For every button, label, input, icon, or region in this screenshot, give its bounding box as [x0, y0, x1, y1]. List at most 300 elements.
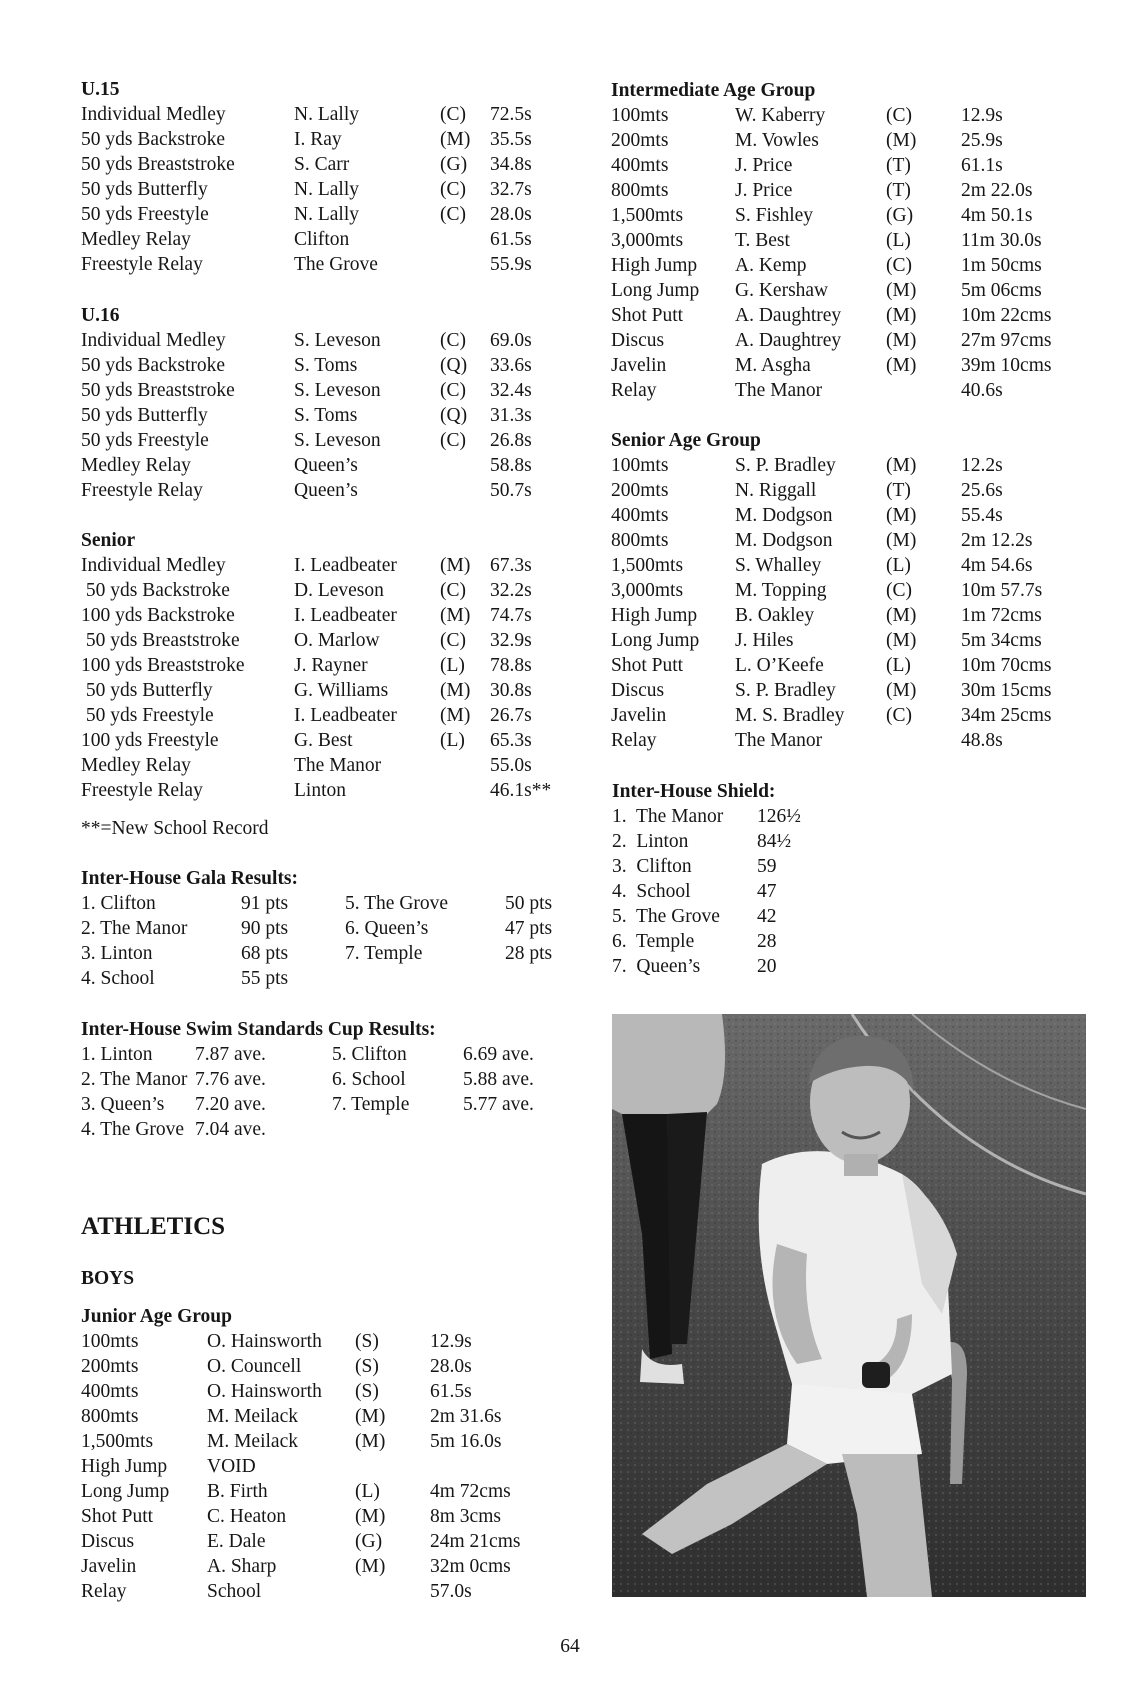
table-cell: 6. Temple [612, 931, 695, 952]
table-cell [440, 453, 490, 478]
table-cell: (M) [440, 680, 471, 701]
table-cell: 1,500mts [81, 1431, 154, 1452]
junior-table [81, 1329, 540, 1604]
table-cell: (M) [886, 330, 917, 351]
table-row [81, 1117, 573, 1142]
table-row [81, 1529, 540, 1554]
table-cell: 100mts [611, 105, 669, 126]
gala-heading: Inter-House Gala Results: [81, 868, 299, 889]
table-cell: 28.0s [430, 1356, 472, 1377]
table-row [611, 303, 1071, 328]
table-cell: 65.3s [490, 730, 532, 751]
table-cell: 200mts [611, 130, 669, 151]
table-cell: 50 yds Butterfly [81, 179, 208, 200]
table-cell: 50 yds Butterfly [81, 680, 213, 701]
table-cell: I. Leadbeater [294, 705, 397, 726]
table-cell: T. Best [735, 230, 790, 251]
table-cell: 50 yds Breaststroke [81, 630, 240, 651]
table-cell: (L) [355, 1481, 380, 1502]
table-cell: 61.1s [961, 155, 1003, 176]
table-cell: (M) [886, 130, 917, 151]
table-cell: 34.8s [490, 154, 532, 175]
table-row [81, 1429, 540, 1454]
table-cell: 800mts [81, 1406, 139, 1427]
table-row [81, 1329, 540, 1354]
table-cell: 55.4s [961, 505, 1003, 526]
table-cell: A. Daughtrey [735, 330, 842, 351]
table-cell: 32.2s [490, 580, 532, 601]
junior-heading: Junior Age Group [81, 1306, 232, 1327]
table-cell: Long Jump [81, 1481, 170, 1502]
table-row [611, 453, 1071, 478]
table-cell: 2m 22.0s [961, 180, 1033, 201]
table-cell: 2. Linton [612, 831, 689, 852]
table-cell: Queen’s [294, 480, 358, 501]
table-row [81, 378, 570, 403]
table-cell: 39m 10cms [961, 355, 1052, 376]
table-cell: 55.0s [490, 755, 532, 776]
table-cell: 5. The Grove [345, 893, 449, 914]
table-cell: Individual Medley [81, 555, 226, 576]
table-cell: The Grove [294, 254, 378, 275]
table-cell: Relay [611, 380, 657, 401]
table-cell: 126½ [757, 806, 801, 827]
table-cell: 3,000mts [611, 580, 684, 601]
table-cell: Discus [611, 330, 665, 351]
table-cell: 50 pts [505, 893, 553, 914]
table-cell: Individual Medley [81, 104, 226, 125]
table-row [81, 678, 570, 703]
table-cell: 1. Clifton [81, 893, 156, 914]
table-cell: Clifton [294, 229, 350, 250]
table-cell: (C) [886, 705, 912, 726]
table-cell: High Jump [611, 255, 698, 276]
table-cell: (C) [886, 105, 912, 126]
table-cell: A. Sharp [207, 1556, 277, 1577]
table-cell: 25.6s [961, 480, 1003, 501]
table-cell: 7. Temple [345, 943, 423, 964]
table-cell: Relay [611, 730, 657, 751]
table-cell [345, 966, 505, 991]
table-row [611, 628, 1071, 653]
table-cell: Discus [81, 1531, 135, 1552]
table-cell: G. Best [294, 730, 353, 751]
table-cell: G. Kershaw [735, 280, 829, 301]
table-row [611, 603, 1071, 628]
table-row [81, 1354, 540, 1379]
table-row [81, 1042, 573, 1067]
table-row [611, 328, 1071, 353]
table-row [81, 1554, 540, 1579]
senior-athletics-heading: Senior Age Group [611, 430, 761, 451]
table-cell: 7.20 ave. [195, 1094, 266, 1115]
table-cell: Shot Putt [611, 655, 684, 676]
table-cell: 2. The Manor [81, 1069, 188, 1090]
u16-table [81, 328, 570, 503]
junior-section [81, 1304, 540, 1604]
table-cell: N. Riggall [735, 480, 817, 501]
table-cell: Shot Putt [611, 305, 684, 326]
shield-table [612, 804, 837, 979]
table-cell: (L) [440, 655, 465, 676]
table-cell: 1,500mts [611, 555, 684, 576]
table-cell: B. Firth [207, 1481, 268, 1502]
table-cell: (M) [355, 1556, 386, 1577]
senior-athletics-table [611, 453, 1071, 753]
u15-table [81, 102, 570, 277]
table-cell: 26.8s [490, 430, 532, 451]
page-number: 64 [560, 1636, 580, 1657]
table-row [81, 1579, 540, 1604]
table-cell: 40.6s [961, 380, 1003, 401]
senior-swim-heading: Senior [81, 530, 136, 551]
table-cell: M. Asgha [735, 355, 811, 376]
table-cell: 32m 0cms [430, 1556, 511, 1577]
table-cell: 50 yds Freestyle [81, 705, 214, 726]
table-cell: Linton [294, 780, 346, 801]
table-cell: 400mts [611, 155, 669, 176]
table-cell: 5. The Grove [612, 906, 720, 927]
table-cell: 4. School [612, 881, 691, 902]
table-cell: S. Carr [294, 154, 350, 175]
table-row [612, 854, 837, 879]
table-row [81, 227, 570, 252]
intermediate-section [611, 78, 1071, 403]
table-cell: Medley Relay [81, 229, 191, 250]
table-cell: 33.6s [490, 355, 532, 376]
table-cell: (T) [886, 180, 911, 201]
table-cell: 26.7s [490, 705, 532, 726]
table-cell: 28 pts [505, 943, 553, 964]
swim-cup-table [81, 1042, 573, 1142]
table-cell [440, 227, 490, 252]
table-cell: 100mts [611, 455, 669, 476]
table-cell: (M) [886, 455, 917, 476]
table-row [81, 1504, 540, 1529]
table-cell: (Q) [440, 405, 468, 426]
table-cell: Freestyle Relay [81, 480, 203, 501]
table-cell: 4m 54.6s [961, 555, 1033, 576]
table-row [81, 1092, 573, 1117]
table-cell: 46.1s** [490, 780, 552, 801]
table-cell: (M) [440, 555, 471, 576]
table-cell: 5m 16.0s [430, 1431, 502, 1452]
table-cell: 24m 21cms [430, 1531, 521, 1552]
table-cell: Javelin [611, 705, 667, 726]
table-cell: O. Hainsworth [207, 1331, 322, 1352]
table-cell: (M) [886, 530, 917, 551]
table-cell: (M) [355, 1431, 386, 1452]
table-cell: 55.9s [490, 254, 532, 275]
table-cell: 50 yds Backstroke [81, 129, 226, 150]
table-row [611, 678, 1071, 703]
table-cell: 5.77 ave. [463, 1094, 534, 1115]
table-cell: (C) [886, 580, 912, 601]
table-cell: (M) [440, 605, 471, 626]
u16-heading: U.16 [81, 305, 120, 326]
table-cell: 3. Queen’s [81, 1094, 165, 1115]
table-cell: 42 [757, 906, 777, 927]
table-cell [440, 478, 490, 503]
table-cell: M. Meilack [207, 1406, 298, 1427]
table-cell: Queen’s [294, 455, 358, 476]
table-cell: 28 [757, 931, 777, 952]
table-row [81, 916, 585, 941]
table-row [611, 153, 1071, 178]
table-cell: M. Topping [735, 580, 827, 601]
table-cell: 7.76 ave. [195, 1069, 266, 1090]
table-cell: 50 yds Breaststroke [81, 380, 235, 401]
table-cell: 47 [757, 881, 777, 902]
table-cell: (S) [355, 1356, 379, 1377]
table-cell: 58.8s [490, 455, 532, 476]
table-cell: 31.3s [490, 405, 532, 426]
table-row [81, 1067, 573, 1092]
table-row [612, 804, 837, 829]
table-cell: 7.87 ave. [195, 1044, 266, 1065]
table-cell: 100 yds Backstroke [81, 605, 235, 626]
table-row [81, 578, 570, 603]
table-cell: (S) [355, 1331, 379, 1352]
table-cell: 90 pts [241, 918, 289, 939]
table-cell: O. Councell [207, 1356, 302, 1377]
table-cell: (C) [440, 430, 466, 451]
record-note: **=New School Record [81, 818, 269, 839]
table-row [81, 778, 570, 803]
table-cell: C. Heaton [207, 1506, 287, 1527]
table-cell: (M) [886, 505, 917, 526]
table-row [611, 528, 1071, 553]
table-cell: (L) [886, 555, 911, 576]
table-cell: (C) [440, 204, 466, 225]
table-row [81, 891, 585, 916]
table-cell: 400mts [81, 1381, 139, 1402]
table-cell: (T) [886, 480, 911, 501]
u16-section [81, 303, 570, 503]
table-row [81, 177, 570, 202]
table-cell: 10m 70cms [961, 655, 1052, 676]
table-cell: 50 yds Backstroke [81, 355, 226, 376]
table-cell: 3. Clifton [612, 856, 692, 877]
table-cell: S. P. Bradley [735, 680, 836, 701]
table-cell: 5. Clifton [332, 1044, 407, 1065]
table-cell: 4m 50.1s [961, 205, 1033, 226]
table-cell: 200mts [81, 1356, 139, 1377]
table-cell: 84½ [757, 831, 792, 852]
table-cell [440, 753, 490, 778]
table-cell: 91 pts [241, 893, 289, 914]
table-cell: S. Leveson [294, 380, 381, 401]
table-cell: (C) [886, 255, 912, 276]
table-row [612, 929, 837, 954]
table-row [612, 904, 837, 929]
table-cell: 2m 12.2s [961, 530, 1033, 551]
table-row [81, 941, 585, 966]
table-cell: 20 [757, 956, 777, 977]
table-cell [886, 378, 961, 403]
table-row [81, 628, 570, 653]
table-cell: 61.5s [490, 229, 532, 250]
table-row [81, 1404, 540, 1429]
table-cell: 800mts [611, 530, 669, 551]
table-cell: 50 yds Breaststroke [81, 154, 235, 175]
table-row [81, 453, 570, 478]
table-cell: (C) [440, 580, 466, 601]
table-cell: 50.7s [490, 480, 532, 501]
table-cell: 8m 3cms [430, 1506, 501, 1527]
table-cell: 1,500mts [611, 205, 684, 226]
table-row [81, 127, 570, 152]
table-row [81, 966, 585, 991]
athletics-title: ATHLETICS [81, 1213, 226, 1240]
table-cell: A. Kemp [735, 255, 807, 276]
table-cell: (M) [886, 305, 917, 326]
table-cell: 10m 57.7s [961, 580, 1043, 601]
table-cell: (C) [440, 179, 466, 200]
table-cell: 55 pts [241, 968, 289, 989]
table-row [81, 603, 570, 628]
table-cell: (M) [440, 705, 471, 726]
table-cell: 74.7s [490, 605, 532, 626]
table-cell: J. Price [735, 180, 793, 201]
table-row [81, 703, 570, 728]
senior-swim-section [81, 528, 570, 803]
table-cell: 12.9s [961, 105, 1003, 126]
table-cell: J. Rayner [294, 655, 368, 676]
table-cell: (M) [886, 355, 917, 376]
table-cell: 68 pts [241, 943, 289, 964]
table-cell: 35.5s [490, 129, 532, 150]
table-cell: Long Jump [611, 280, 700, 301]
table-cell: (M) [886, 630, 917, 651]
table-cell: I. Leadbeater [294, 555, 397, 576]
table-cell: D. Leveson [294, 580, 384, 601]
table-cell: M. Dodgson [735, 530, 833, 551]
table-cell [355, 1454, 430, 1479]
table-cell: M. S. Bradley [735, 705, 845, 726]
table-cell: The Manor [735, 730, 823, 751]
table-cell: (M) [886, 280, 917, 301]
table-cell: 27m 97cms [961, 330, 1052, 351]
table-cell: M. Dodgson [735, 505, 833, 526]
table-row [611, 703, 1071, 728]
table-cell: S. Toms [294, 355, 358, 376]
table-row [81, 653, 570, 678]
table-cell: S. Whalley [735, 555, 822, 576]
table-cell: Relay [81, 1581, 127, 1602]
table-cell: High Jump [611, 605, 698, 626]
table-row [611, 653, 1071, 678]
table-cell: O. Hainsworth [207, 1381, 322, 1402]
table-row [81, 728, 570, 753]
table-cell: Javelin [611, 355, 667, 376]
table-cell: 78.8s [490, 655, 532, 676]
table-cell: (G) [886, 205, 914, 226]
table-row [81, 553, 570, 578]
table-cell: 32.7s [490, 179, 532, 200]
gala-table [81, 891, 585, 991]
table-cell: (G) [440, 154, 468, 175]
table-cell: 6. School [332, 1069, 406, 1090]
table-cell: (C) [440, 104, 466, 125]
table-cell: 72.5s [490, 104, 532, 125]
table-cell: 50 yds Freestyle [81, 204, 209, 225]
table-cell: 28.0s [490, 204, 532, 225]
table-row [611, 278, 1071, 303]
table-cell: 48.8s [961, 730, 1003, 751]
table-cell: 7.04 ave. [195, 1119, 266, 1140]
table-cell: (M) [440, 129, 471, 150]
table-cell: 1m 50cms [961, 255, 1042, 276]
table-cell: 5m 06cms [961, 280, 1042, 301]
table-cell: I. Leadbeater [294, 605, 397, 626]
table-row [81, 478, 570, 503]
table-cell: J. Hiles [735, 630, 794, 651]
table-cell: B. Oakley [735, 605, 815, 626]
senior-swim-table [81, 553, 570, 803]
table-cell: 32.4s [490, 380, 532, 401]
table-row [611, 128, 1071, 153]
swim-cup-heading: Inter-House Swim Standards Cup Results: [81, 1019, 436, 1040]
table-row [611, 553, 1071, 578]
table-row [81, 353, 570, 378]
table-cell: 100mts [81, 1331, 139, 1352]
table-cell: 1m 72cms [961, 605, 1042, 626]
table-row [611, 103, 1071, 128]
table-cell: 2m 31.6s [430, 1406, 502, 1427]
table-cell: 34m 25cms [961, 705, 1052, 726]
table-row [81, 102, 570, 127]
table-row [81, 1479, 540, 1504]
u15-heading: U.15 [81, 79, 120, 100]
swim-cup-section [81, 1017, 573, 1142]
table-row [611, 478, 1071, 503]
table-cell: S. Leveson [294, 330, 381, 351]
table-cell: W. Kaberry [735, 105, 826, 126]
table-cell: 4m 72cms [430, 1481, 511, 1502]
table-row [81, 1454, 540, 1479]
intermediate-table [611, 103, 1071, 403]
table-cell: (C) [440, 330, 466, 351]
table-cell [440, 252, 490, 277]
table-cell: S. Fishley [735, 205, 814, 226]
table-cell: N. Lally [294, 104, 359, 125]
table-cell: High Jump [81, 1456, 168, 1477]
table-cell: 30.8s [490, 680, 532, 701]
table-row [612, 879, 837, 904]
table-row [81, 428, 570, 453]
table-cell: (L) [886, 230, 911, 251]
table-cell: 11m 30.0s [961, 230, 1042, 251]
table-cell: 7. Temple [332, 1094, 410, 1115]
table-cell [886, 728, 961, 753]
table-cell: (C) [440, 380, 466, 401]
table-row [611, 353, 1071, 378]
table-row [611, 503, 1071, 528]
table-cell: L. O’Keefe [735, 655, 824, 676]
table-cell: M. Vowles [735, 130, 819, 151]
table-cell: O. Marlow [294, 630, 380, 651]
table-cell: Freestyle Relay [81, 780, 203, 801]
athlete-photo-illustration [612, 1014, 1086, 1597]
table-cell: 3,000mts [611, 230, 684, 251]
table-cell: Medley Relay [81, 455, 191, 476]
table-row [81, 252, 570, 277]
table-cell: 400mts [611, 505, 669, 526]
table-cell: G. Williams [294, 680, 389, 701]
table-cell: 50 yds Backstroke [81, 580, 230, 601]
table-row [611, 578, 1071, 603]
